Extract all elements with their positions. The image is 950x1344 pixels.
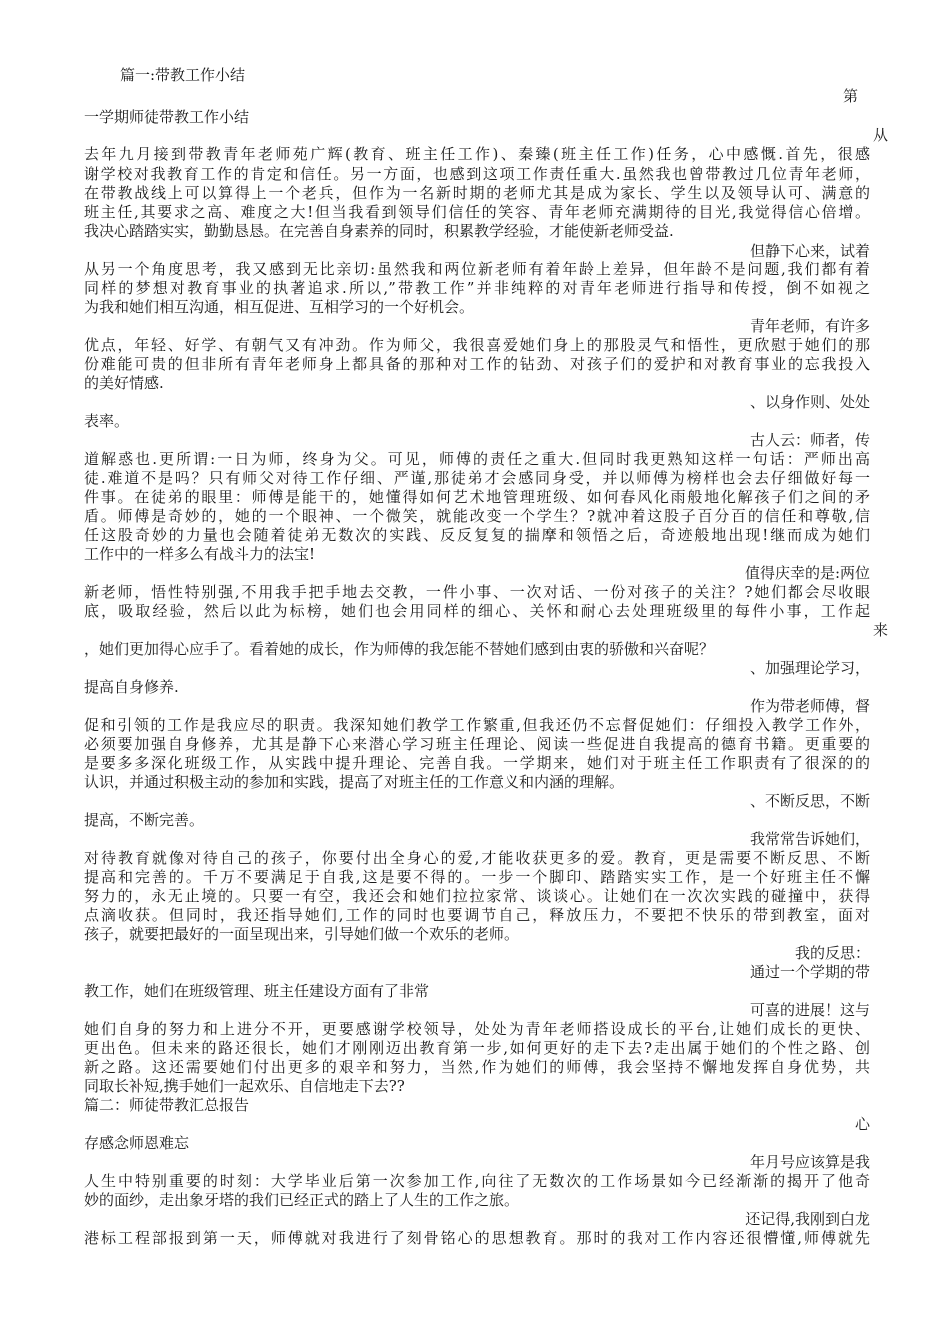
paragraph-line: 妙的面纱，走出象牙塔的我们已经正式的踏上了人生的工作之旅。 — [84, 1191, 520, 1209]
paragraph-line: 我决心踏踏实实，勤勤恳恳。在完善自身素养的同时，积累教学经验，才能使新老师受益. — [84, 222, 674, 240]
paragraph-line: 必须要加强自身修养，尤其是静下心来潜心学习班主任理论、阅读一些促进自我提高的德育书籍。更重要的 — [84, 735, 870, 753]
paragraph-line: 新老师，悟性特别强,不用我手把手地去交教，一件小事、一次对话、一份对孩子的关注？?她们都会尽收眼 — [84, 583, 870, 601]
paragraph-line: 认识，并通过积极主动的参加和实践，提高了对班主任的工作意义和内涵的理解。 — [84, 773, 625, 791]
heading-fragment: 提高，不断完善。 — [84, 811, 205, 829]
paragraph-line: 对待教育就像对待自己的孩子，你要付出全身心的爱,才能收获更多的爱。教育，更是需要不断反思、不断 — [84, 849, 870, 867]
paragraph-line: 人生中特别重要的时刻：大学毕业后第一次参加工作,向往了无数次的工作场景如今已经渐渐的揭开了他奇 — [84, 1172, 870, 1190]
text-fragment: 来 — [872, 621, 888, 639]
subheading: 存感念师恩难忘 — [84, 1134, 190, 1152]
paragraph-line: 道解惑也.更所谓:一日为师，终身为父。可见，师傅的责任之重大.但同时我更熟知这样一句话：严师出高 — [84, 450, 870, 468]
paragraph-line: 工作中的一样多么有战斗力的法宝! — [84, 545, 316, 563]
heading-fragment: 、以身作则、处处 — [749, 393, 870, 411]
paragraph-line: 盾。师傅是奇妙的，她的一个眼神、一个微笑，就能改变一个学生？?就冲着这股子百分百的信任和尊敬,信 — [84, 507, 870, 525]
paragraph-line: 徒.难道不是吗？只有师父对待工作仔细、严谨,那徒弟才会感同身受，并以师傅为榜样也会去仔细做好每一 — [84, 469, 870, 487]
paragraph-line: 谢学校对我教育工作的肯定和信任。另一方面，也感到这项工作责任重大.虽然我也曾带教过几位青年老师， — [84, 165, 870, 183]
paragraph-start: 可喜的进展！这与 — [749, 1001, 870, 1019]
paragraph-start: 但静下心来，试着 — [749, 242, 870, 260]
paragraph-line: 努力的，永无止境的。只要一有空，我还会和她们拉拉家常、谈谈心。让她们在一次次实践的碰撞中，获得 — [84, 887, 870, 905]
paragraph-line: 同取长补短,携手她们一起欢乐、自信地走下去?? — [84, 1077, 405, 1095]
heading-fragment: 、加强理论学习， — [749, 659, 870, 677]
paragraph-line: 教工作，她们在班级管理、班主任建设方面有了非常 — [84, 982, 430, 1000]
paragraph-line: 去年九月接到带教青年老师苑广辉(教育、班主任工作)、秦臻(班主任工作)任务，心中感慨.首先，很感 — [84, 145, 870, 163]
heading-fragment: 我的反思： — [794, 944, 870, 962]
heading-fragment: 表率。 — [84, 412, 130, 430]
paragraph-line: 港标工程部报到第一天，师傅就对我进行了刻骨铭心的思想教育。那时的我对工作内容还很懵懂,师傅就先 — [84, 1229, 870, 1247]
subheading: 一学期师徒带教工作小结 — [84, 108, 250, 126]
paragraph-line: 在带教战线上可以算得上一个老兵，但作为一名新时期的老师尤其是成为家长、学生以及领导认可、满意的 — [84, 184, 870, 202]
paragraph-line: 同样的梦想对教育事业的执著追求.所以,”带教工作”并非纯粹的对青年老师进行指导和传授，倒不如视之 — [84, 279, 870, 297]
paragraph-start: 通过一个学期的带 — [749, 963, 870, 981]
text-fragment: 心 — [854, 1115, 870, 1133]
paragraph-line: 份难能可贵的但非所有青年老师身上都具备的那种对工作的钻劲、对孩子们的爱护和对教育事业的忘我投入 — [84, 355, 870, 373]
paragraph-start: 我常常告诉她们， — [749, 830, 870, 848]
paragraph-line: 的美好情感. — [84, 374, 164, 392]
paragraph-line: 底，吸取经验，然后以此为标榜，她们也会用同样的细心、关怀和耐心去处理班级里的每件小事，工作起 — [84, 602, 870, 620]
paragraph-line: 件事。在徒弟的眼里：师傅是能干的，她懂得如何艺术地管理班级、如何春风化雨般地化解孩子们之间的矛 — [84, 488, 870, 506]
paragraph-line: 新之路。这还需要她们付出更多的艰辛和努力，当然,作为她们的师傅，我会坚持不懈地发挥自身优势，共 — [84, 1058, 870, 1076]
paragraph-line: 提高和完善的。千万不要满足于自我,这是要不得的。一步一个脚印、踏踏实实工作，是一个好班主任不懈 — [84, 868, 870, 886]
paragraph-start: 古人云：师者，传 — [749, 431, 870, 449]
paragraph-line: 促和引领的工作是我应尽的职责。我深知她们教学工作繁重,但我还仍不忘督促她们：仔细投入教学工作外， — [84, 716, 870, 734]
paragraph-start: 作为带老师傅，督 — [749, 697, 870, 715]
heading-fragment: 提高自身修养. — [84, 678, 179, 696]
paragraph-start: 还记得,我刚到白龙 — [745, 1210, 870, 1228]
paragraph-line: 优点，年轻、好学、有朝气又有冲劲。作为师父，我很喜爱她们身上的那股灵气和悟性，更欣慰于她们的那 — [84, 336, 870, 354]
paragraph-line: 班主任,其要求之高、难度之大!但当我看到领导们信任的笑容、青年老师充满期待的目光,我觉得信心倍增。 — [84, 203, 870, 221]
section-heading-1: 篇一:带教工作小结 — [120, 66, 246, 84]
paragraph-line: 为我和她们相互沟通，相互促进、互相学习的一个好机会。 — [84, 298, 475, 316]
paragraph-line: 任这股奇妙的力量也会随着徒弟无数次的实践、反反复复的揣摩和领悟之后，奇迹般地出现!继而成为她们 — [84, 526, 870, 544]
paragraph-start: 青年老师，有许多 — [749, 317, 870, 335]
paragraph-line: 更出色。但未来的路还很长，她们才刚刚迈出教育第一步,如何更好的走下去?走出属于她们的个性之路、创 — [84, 1039, 870, 1057]
paragraph-start: 值得庆幸的是:两位 — [744, 564, 870, 582]
section-heading-2: 篇二：师徒带教汇总报告 — [84, 1096, 250, 1114]
paragraph-line: 她们自身的努力和上进分不开，更要感谢学校领导，处处为青年老师搭设成长的平台,让她们成长的更快、 — [84, 1020, 870, 1038]
text-fragment: 第 — [842, 87, 858, 105]
text-fragment: 从 — [872, 126, 888, 144]
paragraph-start: 年月号应该算是我 — [749, 1153, 870, 1171]
paragraph-line: 孩子，就要把最好的一面呈现出来，引导她们做一个欢乐的老师。 — [84, 925, 520, 943]
paragraph-line: ，她们更加得心应手了。看着她的成长，作为师傅的我怎能不替她们感到由衷的骄傲和兴奋呢？ — [84, 640, 715, 658]
paragraph-line: 点滴收获。但同时，我还指导她们,工作的同时也要调节自己，释放压力，不要把不快乐的带到教室，面对 — [84, 906, 870, 924]
paragraph-line: 从另一个角度思考，我又感到无比亲切:虽然我和两位新老师有着年龄上差异，但年龄不是问题,我们都有着 — [84, 260, 870, 278]
heading-fragment: 、不断反思，不断 — [749, 792, 870, 810]
paragraph-line: 是要多多深化班级工作，从实践中提升理论、完善自我。一学期来，她们对于班主任工作职责有了很深的的 — [84, 754, 870, 772]
